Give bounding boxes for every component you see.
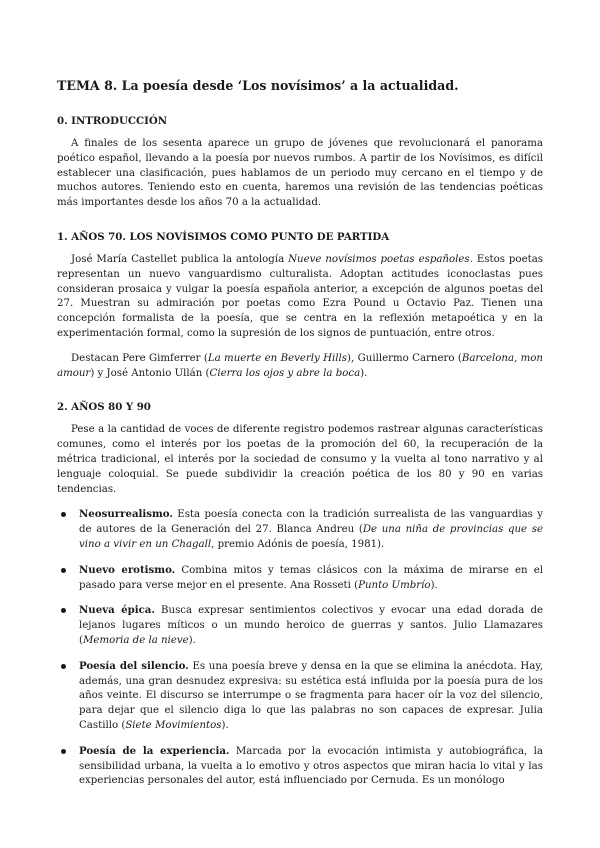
list-item: [79, 659, 543, 734]
term: Nueva épica.: [79, 604, 155, 617]
bullet-icon: [61, 568, 66, 573]
text-span: Es una poesía breve y densa en la que se elimina la anécdota. Hay, además, una gran desnudez expresiva: su estética está influida por la poesía pura de los años veinte. El discurso se interrumpe o se fragmenta para hacer oír la voz del silencio, para dejar que el silencio diga lo que las palabras no son capaces de expresar. Julia Castillo (: [79, 660, 543, 731]
term: Neosurrealismo.: [79, 508, 173, 521]
spacer: [57, 221, 543, 231]
list-item: [79, 563, 543, 594]
text-span: ) y José Antonio Ullán (: [90, 367, 210, 379]
bullet-icon: [61, 749, 66, 754]
term: Poesía del silencio.: [79, 659, 189, 672]
text-span: ), Guillermo Carnero (: [347, 352, 462, 364]
text-span: Destacan Pere Gimferrer (: [71, 352, 208, 364]
text-span: Esta poesía conecta con la tradición surrealista de las vanguardias y de autores de la Generación del 27. Blanca Andreu (: [79, 509, 543, 536]
bullet-icon: [61, 608, 66, 613]
section-heading-anos-70: 1. AÑOS 70. LOS NOVÍSIMOS COMO PUNTO DE PARTIDA: [57, 230, 390, 243]
list-item: [79, 744, 543, 789]
novisimos-paragraph: [57, 253, 543, 342]
work-title: De una niña de provincias que se vino a vivir en un Chagall: [79, 524, 544, 550]
text-span: Marcada por la evocación intimista y autobiográfica, la sensibilidad urbana, la vuelta a lo emotivo y otros aspectos que miran hacia lo vital y las experiencias personales del autor, está influenciado por Cernuda. Es un monólogo: [79, 745, 544, 787]
page-title: TEMA 8. La poesía desde ‘Los novísimos’ a la actualidad.: [57, 78, 459, 93]
work-title: Barcelona, mon amour: [57, 352, 543, 379]
term: Nuevo erotismo.: [79, 563, 176, 576]
text-span: , premio Adónis de poesía, 1981).: [211, 538, 385, 550]
section-heading-introduccion: 0. INTRODUCCIÓN: [57, 115, 168, 127]
text-span: José María Castellet publica la antología: [71, 253, 289, 265]
text-span: Combina mitos y temas clásicos con la máxima de mirarse en el pasado para verse mejor en el presente. Ana Rosseti (: [79, 564, 543, 591]
bullet-icon: [61, 664, 66, 669]
work-title: Memoria de la nieve: [82, 634, 189, 646]
work-title: Punto Umbrío: [358, 579, 431, 591]
text-span: ).: [430, 579, 438, 591]
work-title: Nueve novísimos poetas españoles: [288, 253, 470, 265]
tendencies-list: [57, 507, 543, 789]
work-title: Siete Movimientos: [125, 719, 222, 731]
text-span: ).: [360, 367, 368, 379]
bullet-icon: [61, 512, 66, 517]
authors-paragraph: [57, 352, 543, 382]
list-item: [79, 603, 543, 648]
spacer: [57, 391, 543, 401]
work-title: Cierra los ojos y abre la boca: [209, 367, 361, 379]
section-heading-anos-80-90: 2. AÑOS 80 Y 90: [57, 401, 151, 414]
intro-paragraph: A finales de los sesenta aparece un grupo de jóvenes que revolucionará el panorama poético español, llevando a la poesía por nuevos rumbos. A partir de los Novísimos, es difícil establecer una clasificación, pues hablamos de un periodo muy cercano en el tiempo y de muchos autores. Teniendo esto en cuenta, haremos una revisión de las tendencias poéticas más importantes desde los años 70 a la actualidad.: [57, 138, 543, 209]
text-span: ).: [188, 634, 196, 646]
text-span: Busca expresar sentimientos colectivos y evocar una edad dorada de lejanos lugares míticos o un mundo heroico de guerras y santos. Julio Llamazares (: [79, 605, 543, 646]
work-title: La muerte en Beverly Hills: [207, 352, 348, 364]
text-span: ).: [221, 719, 229, 731]
term: Poesía de la experiencia.: [79, 744, 230, 757]
list-item: [79, 507, 543, 552]
text-span: . Estos poetas representan un nuevo vanguardismo culturalista. Adoptan actitudes iconoclastas pues consideran prosaica y vulgar la poesía española anterior, a excepción de algunos poetas del 27. Muestran su admiración por poetas como Ezra Pound u Octavio Paz. Tienen una concepción formalista de la poesía, que se centra en la reflexión metapoética y en la experimentación formal, como la supresión de los signos de puntuación, entre otros.: [57, 253, 543, 339]
anos-80-90-paragraph: Pese a la cantidad de voces de diferente registro podemos rastrear algunas características comunes, como el interés por los poetas de la promoción del 60, la recuperación de la métrica tradicional, el interés por la sociedad de consumo y la vuelta al tono narrativo y al lenguaje coloquial. Se puede subdividir la creación poética de los 80 y 90 en varias tendencias.: [57, 424, 543, 495]
